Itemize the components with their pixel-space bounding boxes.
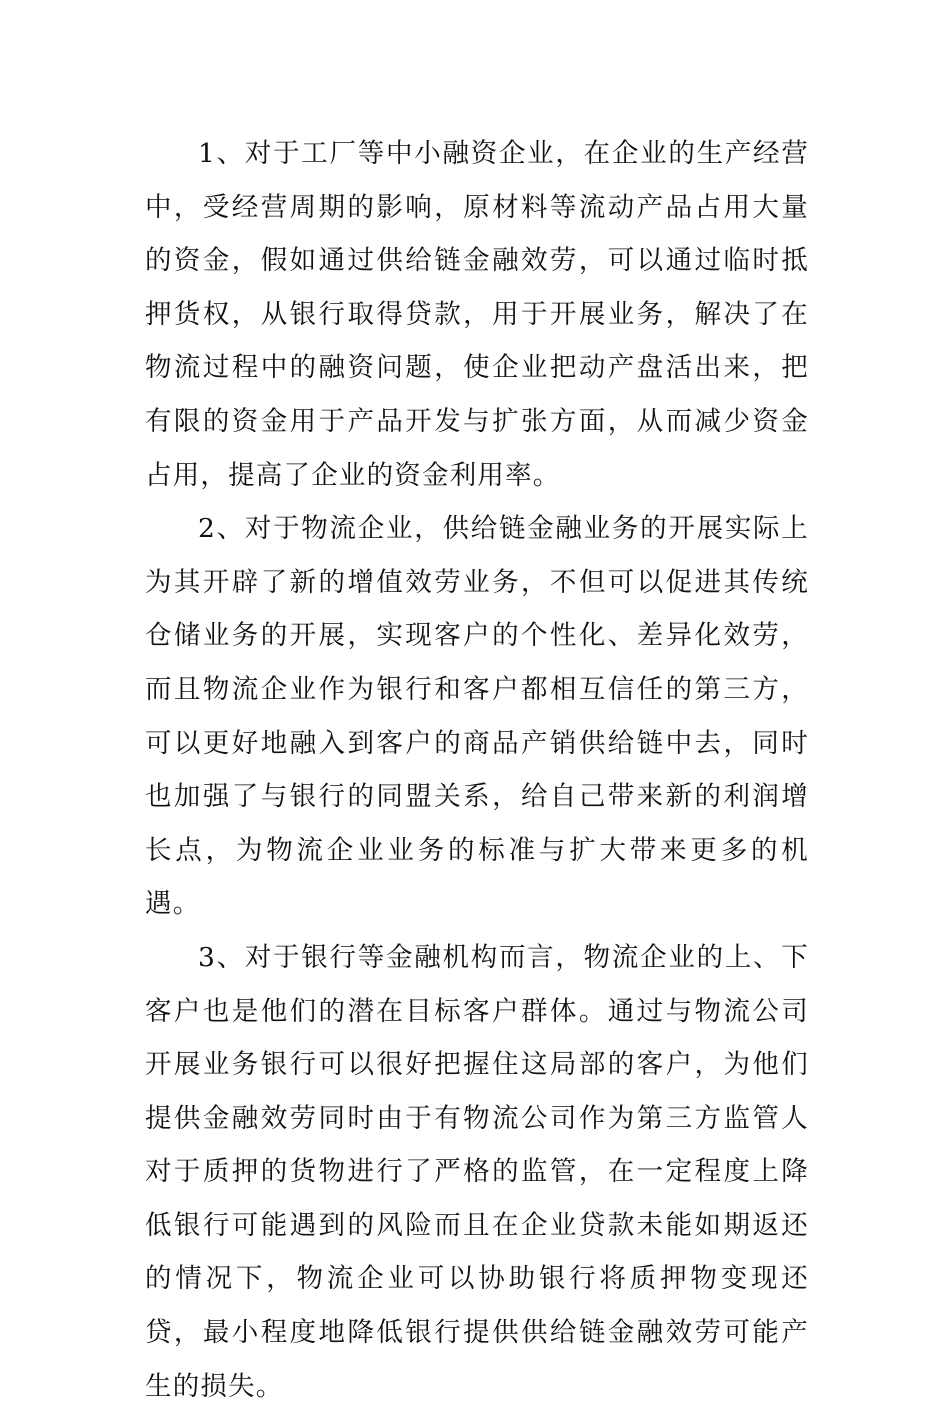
paragraph-1: 1、对于工厂等中小融资企业，在企业的生产经营中，受经营周期的影响，原材料等流动产品占用大量的资金，假如通过供给链金融效劳，可以通过临时抵押货权，从银行取得贷款，用于开展业务，解决了在物流过程中的融资问题，使企业把动产盘活出来，把有限的资金用于产品开发与扩张方面，从而减少资金占用，提高了企业的资金利用率。 [145, 138, 809, 491]
paragraph-2: 2、对于物流企业，供给链金融业务的开展实际上为其开辟了新的增值效劳业务，不但可以促进其传统仓储业务的开展，实现客户的个性化、差异化效劳，而且物流企业作为银行和客户都相互信任的第三方，可以更好地融入到客户的商品产销供给链中去，同时也加强了与银行的同盟关系，给自己带来新的利润增长点，为物流企业业务的标准与扩大带来更多的机遇。 [145, 513, 809, 920]
document-body [145, 127, 809, 1413]
paragraph-3: 3、对于银行等金融机构而言，物流企业的上、下客户也是他们的潜在目标客户群体。通过与物流公司开展业务银行可以很好把握住这局部的客户，为他们提供金融效劳同时由于有物流公司作为第三方监管人对于质押的货物进行了严格的监管，在一定程度上降低银行可能遇到的风险而且在企业贷款未能如期返还的情况下，物流企业可以协助银行将质押物变现还贷，最小程度地降低银行提供供给链金融效劳可能产生的损失。 [145, 941, 809, 1402]
